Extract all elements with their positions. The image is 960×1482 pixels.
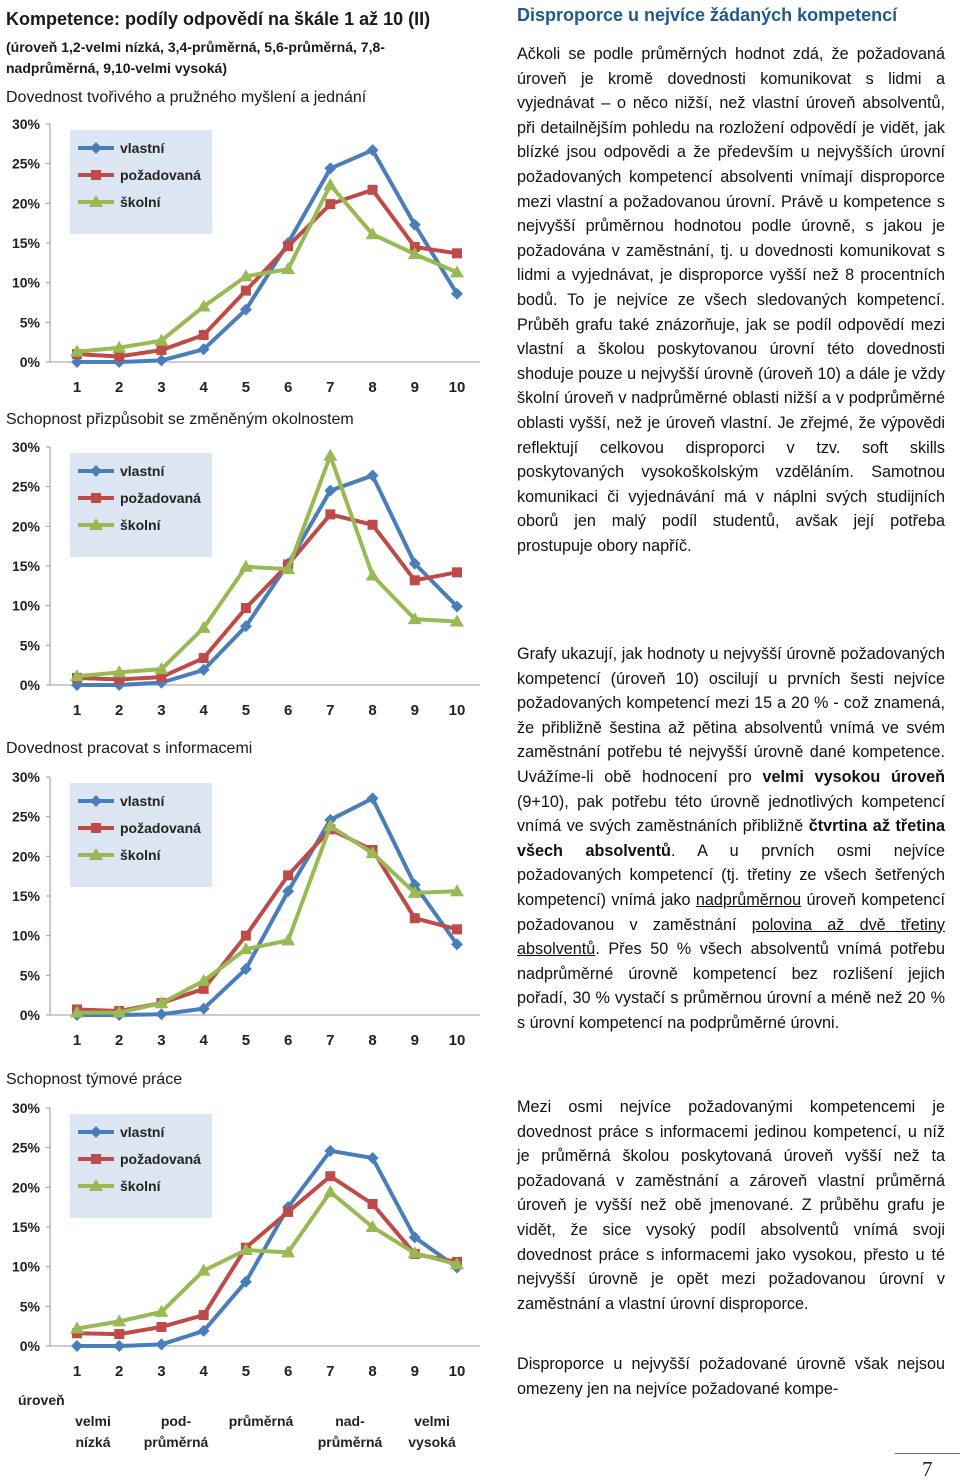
legend-label: vlastní xyxy=(120,793,165,809)
y-tick-label: 0% xyxy=(19,677,40,693)
data-point xyxy=(241,603,251,613)
x-tick-label: 8 xyxy=(368,1032,377,1049)
level-label: nad-průměrná xyxy=(317,1413,383,1450)
x-tick-label: 10 xyxy=(448,1032,466,1049)
page-number: 7 xyxy=(922,1457,933,1481)
underlined-text: polovina až dvě třetiny absolventů xyxy=(517,915,945,959)
y-tick-label: 20% xyxy=(11,518,40,535)
data-point xyxy=(241,286,251,296)
chart-title: Dovednost tvořivého a pružného myšlení a jednání xyxy=(6,89,367,106)
y-tick-label: 0% xyxy=(19,354,40,370)
x-tick-label: 8 xyxy=(368,379,377,396)
line-chart-information-skills xyxy=(0,763,480,1063)
legend-label: školní xyxy=(120,517,161,533)
data-point xyxy=(283,1207,293,1217)
legend-label: školní xyxy=(120,194,161,210)
x-tick-label: 5 xyxy=(241,379,251,396)
x-tick-label: 7 xyxy=(326,379,335,396)
underlined-text: nadprůměrnou xyxy=(695,890,802,909)
x-tick-label: 3 xyxy=(157,379,166,396)
chart-svg xyxy=(0,433,480,733)
data-point xyxy=(155,1338,167,1350)
x-tick-label: 6 xyxy=(283,702,293,719)
level-label: velmi nízká xyxy=(75,1413,111,1450)
level-label: průměrná xyxy=(228,1413,294,1429)
x-tick-label: 6 xyxy=(283,1032,293,1049)
text-run: Grafy ukazují, jak hodnoty u nejvyšší úrovně požadovaných kompetencí (úroveň 10) oscilují u prvních šesti nejvíce požadovaných kompetencí mezi 15 a 20 % - což znamená, že přibližně šestina až pětina absolventů vnímá ve svém zaměstnání potřebu té nejvyšší úrovně dané kompetence. Uvážíme-li obě hodnocení pro xyxy=(517,645,945,786)
legend-label: vlastní xyxy=(120,140,165,156)
data-point xyxy=(323,449,337,461)
y-tick-label: 30% xyxy=(11,116,40,132)
legend-label: vlastní xyxy=(120,1124,165,1140)
legend-marker xyxy=(91,1154,101,1164)
y-tick-label: 20% xyxy=(11,195,40,212)
legend-label: požadovaná xyxy=(120,490,201,506)
y-tick-label: 30% xyxy=(11,769,40,785)
legend-marker xyxy=(91,823,101,833)
data-point xyxy=(156,1322,166,1332)
x-tick-label: 5 xyxy=(241,1032,251,1049)
x-tick-label: 9 xyxy=(410,702,419,719)
y-tick-label: 5% xyxy=(19,314,40,331)
article-paragraph-4 xyxy=(517,1352,945,1401)
x-tick-label: 7 xyxy=(326,1363,335,1380)
x-tick-label: 4 xyxy=(199,1032,208,1049)
x-tick-label: 10 xyxy=(448,379,466,396)
x-tick-label: 3 xyxy=(157,1032,166,1049)
text-run: Mezi osmi nejvíce požadovanými kompetencemi je dovednost práce s informacemi jedinou kompetencí, u níž je průměrná školou poskytovaná úroveň vyšší než ta požadovaná v zaměstnání a zároveň vlastní průměrná úroveň je vyšší než obě jmenované. Z průběhu grafu je vidět, že sice vysoký podíl absolventů vnímá svoji dovednost práce s informacemi jako vysokou, přesto u té nejvyšší úrovně je opět mezi požadovanou úrovní v zaměstnání a vlastní úrovní disproporce. xyxy=(517,1098,945,1313)
line-chart-creative-thinking xyxy=(0,110,480,410)
legend-marker xyxy=(91,170,101,180)
legend-label: požadovaná xyxy=(120,1151,201,1167)
article-column xyxy=(517,0,945,1479)
data-point xyxy=(410,913,420,923)
chart-title: Schopnost přizpůsobit se změněným okolnostem xyxy=(6,411,354,428)
x-tick-label: 2 xyxy=(115,1032,124,1049)
level-label: velmi vysoká xyxy=(408,1413,456,1450)
x-tick-label: 4 xyxy=(199,702,208,719)
text-run: . Přes 50 % všech absolventů vnímá potřebu nadprůměrné úrovně kompetencí bez rozlišení jejich pořadí, 30 % vystačí s průměrnou úrovní a méně než 20 % s úrovní kompetencí na podprůměrné úrovni. xyxy=(517,940,945,1032)
page-subtitle: (úroveň 1,2-velmi nízká, 3,4-průměrná, 5,6-průměrná, 7,8-nadprůměrná, 9,10-velmi vysoká) xyxy=(6,39,385,76)
y-tick-label: 0% xyxy=(19,1338,40,1354)
bold-text: čtvrtina až třetina všech absolventů xyxy=(517,817,945,860)
legend-marker xyxy=(91,493,101,503)
y-tick-label: 20% xyxy=(11,848,40,865)
text-run: (9+10), pak potřebu této úrovně jednotlivých kompetencí vnímá ve svých zaměstnáních přibližně xyxy=(517,792,945,836)
x-tick-label: 2 xyxy=(115,379,124,396)
x-tick-label: 2 xyxy=(115,1363,124,1380)
article-paragraph-2 xyxy=(517,642,945,1036)
data-point xyxy=(283,241,293,251)
data-point xyxy=(156,345,166,355)
data-point xyxy=(452,924,462,934)
article-paragraph-3 xyxy=(517,1095,945,1316)
chart-svg xyxy=(0,1094,480,1454)
chart-svg xyxy=(0,110,480,410)
line-chart-adaptability xyxy=(0,433,480,733)
x-tick-label: 8 xyxy=(368,1363,377,1380)
data-point xyxy=(366,569,380,581)
x-tick-label: 5 xyxy=(241,1363,251,1380)
data-point xyxy=(368,1199,378,1209)
data-point xyxy=(155,354,167,366)
y-tick-label: 10% xyxy=(11,597,40,614)
legend-label: požadovaná xyxy=(120,167,201,183)
x-tick-label: 1 xyxy=(72,379,82,396)
data-point xyxy=(199,653,209,663)
x-tick-label: 1 xyxy=(72,1363,82,1380)
x-axis-label: úroveň xyxy=(18,1392,65,1408)
x-tick-label: 5 xyxy=(241,702,251,719)
y-tick-label: 10% xyxy=(11,1258,40,1275)
text-run: úroveň kompetencí požadovanou v zaměstnání xyxy=(517,890,946,934)
x-tick-label: 6 xyxy=(283,379,293,396)
y-tick-label: 15% xyxy=(11,235,40,251)
x-tick-label: 4 xyxy=(199,1363,208,1380)
y-tick-label: 20% xyxy=(11,1179,40,1196)
chart-svg xyxy=(0,763,480,1063)
data-point xyxy=(452,567,462,577)
data-point xyxy=(323,1185,337,1197)
data-point xyxy=(410,575,420,585)
data-point xyxy=(283,870,293,880)
article-heading: Disproporce u nejvíce žádaných kompetencí xyxy=(517,5,898,25)
x-tick-label: 1 xyxy=(72,702,82,719)
x-tick-label: 2 xyxy=(115,702,124,719)
y-tick-label: 15% xyxy=(11,558,40,574)
page-title: Kompetence: podíly odpovědí na škále 1 až 10 (II) xyxy=(6,9,431,29)
y-tick-label: 10% xyxy=(11,274,40,291)
y-tick-label: 0% xyxy=(19,1007,40,1023)
x-tick-label: 6 xyxy=(283,1363,293,1380)
data-point xyxy=(368,185,378,195)
legend-label: požadovaná xyxy=(120,820,201,836)
text-run: Disproporce u nejvyšší požadované úrovně však nejsou omezeny jen na nejvíce požadované kompe- xyxy=(517,1355,945,1398)
legend xyxy=(70,783,212,887)
data-point xyxy=(241,931,251,941)
x-tick-label: 7 xyxy=(326,702,335,719)
x-tick-label: 10 xyxy=(448,1363,466,1380)
data-point xyxy=(325,1171,335,1181)
x-tick-label: 9 xyxy=(410,1363,419,1380)
y-tick-label: 30% xyxy=(11,1100,40,1116)
y-tick-label: 15% xyxy=(11,888,40,904)
x-tick-label: 9 xyxy=(410,379,419,396)
x-tick-label: 4 xyxy=(199,379,208,396)
level-label: pod-průměrná xyxy=(143,1413,209,1450)
x-tick-label: 9 xyxy=(410,1032,419,1049)
x-tick-label: 1 xyxy=(72,1032,82,1049)
y-tick-label: 25% xyxy=(11,1139,40,1156)
data-point xyxy=(71,1340,83,1352)
chart-title: Schopnost týmové práce xyxy=(6,1071,183,1088)
y-tick-label: 25% xyxy=(11,155,40,172)
data-point xyxy=(114,1329,124,1339)
y-tick-label: 25% xyxy=(11,478,40,495)
bold-text: velmi vysokou úroveň xyxy=(762,767,945,786)
data-point xyxy=(155,1008,167,1020)
article-paragraph-1 xyxy=(517,42,945,558)
data-point xyxy=(199,330,209,340)
data-point xyxy=(199,1310,209,1320)
chart-title: Dovednost pracovat s informacemi xyxy=(6,740,253,757)
legend xyxy=(70,453,212,557)
y-tick-label: 30% xyxy=(11,439,40,455)
data-point xyxy=(114,351,124,361)
data-point xyxy=(325,509,335,519)
x-tick-label: 10 xyxy=(448,702,466,719)
data-point xyxy=(113,1340,125,1352)
legend xyxy=(70,130,212,234)
legend xyxy=(70,1114,212,1218)
y-tick-label: 5% xyxy=(19,1298,40,1315)
legend-label: školní xyxy=(120,1178,161,1194)
x-tick-label: 8 xyxy=(368,702,377,719)
y-tick-label: 5% xyxy=(19,967,40,984)
data-point xyxy=(325,199,335,209)
x-tick-label: 7 xyxy=(326,1032,335,1049)
x-tick-label: 3 xyxy=(157,1363,166,1380)
text-run: Ačkoli se podle průměrných hodnot zdá, že požadovaná úroveň je kromě dovednosti komunikovat s lidmi a vyjednávat – o něco nižší, než vlastní úroveň absolventů, při detailnějším pohledu na rozložení odpovědí je vidět, jak blízké jsou odpovědi a že především u nejvyšších úrovní požadovaných kompetencí absolventi vnímají disproporce mezi vlastní a požadovanou úrovní. Právě u kompetence s nejvyšší průměrnou hodnotou podle úrovně, s jakou je požadována v zaměstnání, tj. u dovednosti komunikovat s lidmi a vyjednávat, je disproporce vyšší než 8 procentních bodů. To je nejvíce ze všech sledovaných kompetencí. Průběh grafu také znázorňuje, jak se podíl odpovědí mezi vlastní a školou poskytovanou úrovní této dovednosti shoduje pouze u nejvyšší úrovně (úroveň 10) a dále je vždy školní úroveň v nadprůměrné oblasti nižší a v podprůměrné oblasti vyšší, než je úroveň vlastní. Je zřejmé, že výpovědi reflektují celkovou disproporci v tzv. soft skills poskytovaných vysokoškolským vzděláním. Samotnou komunikaci či vyjednávání má v náplni svých studijních oborů jen malý podíl studentů, avšak její potřeba prostupuje obory napříč. xyxy=(517,45,945,555)
line-chart-teamwork xyxy=(0,1094,480,1450)
text-run: . A u prvních osmi nejvíce požadovaných kompetencí (tj. třetiny ze všech šetřených kompetencí) vnímá jako xyxy=(517,841,945,909)
y-tick-label: 15% xyxy=(11,1219,40,1235)
y-tick-label: 10% xyxy=(11,927,40,944)
data-point xyxy=(368,520,378,530)
x-tick-label: 3 xyxy=(157,702,166,719)
y-tick-label: 5% xyxy=(19,637,40,654)
y-tick-label: 25% xyxy=(11,808,40,825)
legend-label: vlastní xyxy=(120,463,165,479)
footer-rule xyxy=(895,1453,960,1454)
data-point xyxy=(452,248,462,258)
legend-label: školní xyxy=(120,847,161,863)
